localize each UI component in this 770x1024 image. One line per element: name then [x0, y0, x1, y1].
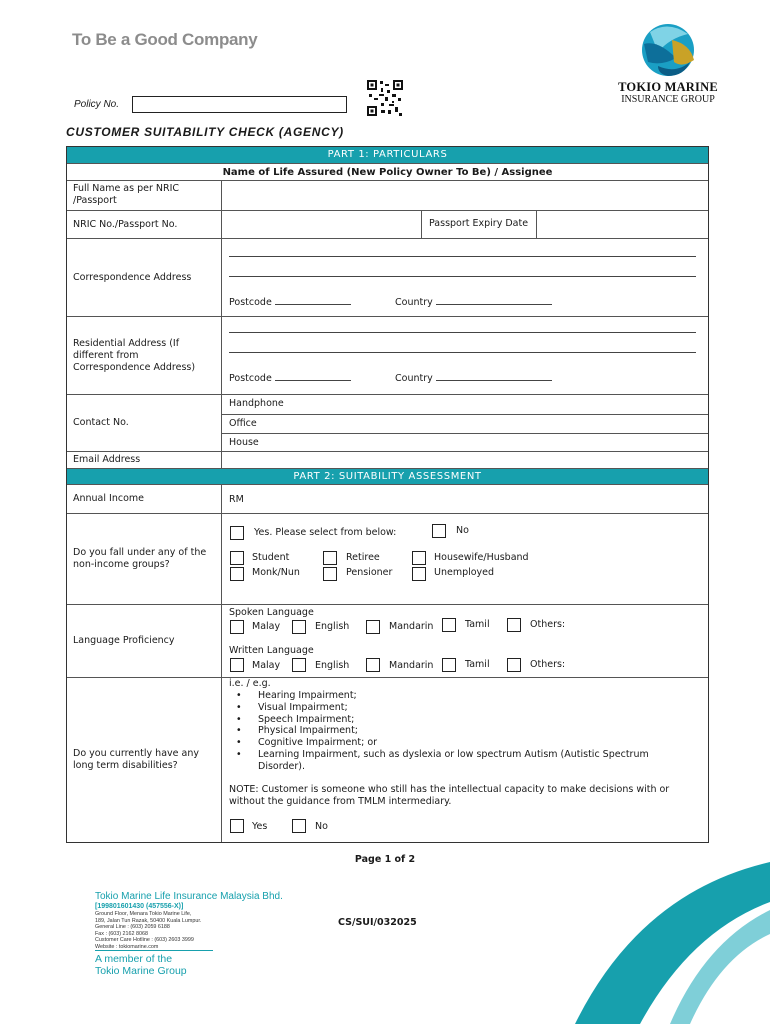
retiree-checkbox[interactable] — [323, 551, 337, 565]
postcode-blank — [275, 296, 351, 305]
country-field[interactable] — [395, 372, 552, 384]
written-malay-checkbox[interactable] — [230, 658, 244, 672]
correspondence-row — [67, 238, 708, 316]
logo-subtitle: INSURANCE GROUP — [621, 94, 715, 105]
email-label: Email Address — [67, 452, 222, 468]
disability-details — [222, 678, 708, 842]
company-reg-no: [199801601430 (457556-X)] — [95, 903, 184, 910]
income-row — [67, 484, 708, 513]
postcode-blank — [275, 372, 351, 381]
disability-label: Do you currently have any long term disabilities? — [67, 678, 222, 842]
full-name-field[interactable] — [222, 181, 708, 210]
contact-fields — [222, 395, 708, 451]
residential-field[interactable] — [222, 317, 708, 394]
policy-no-field[interactable] — [132, 96, 347, 113]
spoken-malay-label: Malay — [252, 621, 281, 632]
email-field[interactable] — [222, 452, 708, 468]
correspondence-label: Correspondence Address — [67, 239, 222, 316]
country-blank — [436, 296, 552, 305]
nric-value-cell — [222, 211, 708, 238]
written-malay-label: Malay — [252, 660, 281, 671]
written-english-checkbox[interactable] — [292, 658, 306, 672]
member-line-2: Tokio Marine Group — [95, 965, 187, 977]
correspondence-field[interactable] — [222, 239, 708, 316]
spoken-others-checkbox[interactable] — [507, 618, 521, 632]
monk-nun-checkbox[interactable] — [230, 567, 244, 581]
email-row — [67, 451, 708, 468]
income-label: Annual Income — [67, 485, 222, 513]
non-income-row — [67, 513, 708, 604]
spoken-english-label: English — [315, 621, 350, 632]
pensioner-checkbox[interactable] — [323, 567, 337, 581]
disability-list — [229, 690, 649, 773]
disability-row — [67, 677, 708, 842]
part2-header: PART 2: SUITABILITY ASSESSMENT — [67, 468, 708, 484]
non-income-no-checkbox[interactable] — [432, 524, 446, 538]
spoken-heading: Spoken Language — [229, 607, 314, 618]
income-currency: RM — [229, 494, 244, 505]
form-title: CUSTOMER SUITABILITY CHECK (AGENCY) — [66, 125, 344, 139]
pensioner-label: Pensioner — [346, 567, 393, 578]
nric-field[interactable] — [222, 211, 422, 238]
written-others-label: Others: — [530, 659, 566, 670]
address-line-1 — [229, 332, 696, 333]
spoken-tamil-checkbox[interactable] — [442, 618, 456, 632]
housewife-label: Housewife/Husband — [434, 552, 529, 563]
suitability-form — [66, 146, 709, 843]
spoken-mandarin-label: Mandarin — [389, 621, 434, 632]
list-item: • Visual Impairment; — [229, 702, 649, 714]
address-line-2 — [229, 352, 696, 353]
logo-wordmark: TOKIO MARINE — [618, 80, 718, 94]
country-field[interactable] — [395, 296, 552, 308]
nric-label: NRIC No./Passport No. — [67, 211, 222, 238]
part1-subheading: Name of Life Assured (New Policy Owner To Be) / Assignee — [67, 163, 708, 180]
passport-expiry-label: Passport Expiry Date — [422, 211, 537, 238]
spoken-english-checkbox[interactable] — [292, 620, 306, 634]
fax-line: Fax : (603) 2162 8068 — [95, 930, 149, 937]
postcode-label: Postcode — [229, 373, 272, 384]
member-line-1: A member of the — [95, 953, 173, 965]
postcode-field[interactable] — [229, 372, 351, 384]
written-others-checkbox[interactable] — [507, 658, 521, 672]
country-label: Country — [395, 373, 433, 384]
disability-yes-checkbox[interactable] — [230, 819, 244, 833]
unemployed-label: Unemployed — [434, 567, 495, 578]
document-reference: CS/SUI/032025 — [338, 917, 417, 928]
non-income-label: Do you fall under any of the non-income groups? — [67, 514, 222, 604]
list-item: • Hearing Impairment; — [229, 690, 649, 702]
language-options — [222, 605, 708, 677]
postcode-field[interactable] — [229, 296, 351, 308]
country-blank — [436, 372, 552, 381]
address-line: Ground Floor, Menara Tokio Marine Life, — [95, 911, 192, 917]
spoken-malay-checkbox[interactable] — [230, 620, 244, 634]
office-field[interactable]: Office — [222, 414, 708, 433]
address-line-1 — [229, 256, 696, 257]
written-tamil-label: Tamil — [465, 659, 490, 670]
nric-row — [67, 210, 708, 238]
passport-expiry-field[interactable] — [537, 211, 708, 238]
page-number: Page 1 of 2 — [354, 854, 416, 865]
non-income-yes-label: Yes. Please select from below: — [254, 527, 397, 538]
disability-note: NOTE: Customer is someone who still has the intellectual capacity to make decisions with or without the guidance from TMLM intermediary. — [229, 784, 670, 807]
written-english-label: English — [315, 660, 350, 671]
footer-swoosh-graphic — [490, 862, 770, 1024]
full-name-row — [67, 180, 708, 210]
monk-nun-label: Monk/Nun — [252, 567, 300, 578]
residential-row — [67, 316, 708, 394]
disability-no-checkbox[interactable] — [292, 819, 306, 833]
list-item: • Learning Impairment, such as dyslexia or low spectrum Autism (Autistic Spectrum Disorder). — [229, 749, 649, 773]
non-income-no-label: No — [456, 525, 469, 536]
footer-divider — [95, 950, 213, 951]
website-line: Website : tokiomarine.com — [95, 943, 159, 950]
spoken-mandarin-checkbox[interactable] — [366, 620, 380, 634]
disability-yes-label: Yes — [252, 821, 268, 832]
retiree-label: Retiree — [346, 552, 380, 563]
address-line-2 — [229, 276, 696, 277]
qr-code-icon — [367, 80, 403, 116]
policy-no-label: Policy No. — [74, 99, 120, 110]
list-item: • Physical Impairment; — [229, 725, 649, 737]
student-label: Student — [252, 552, 290, 563]
written-tamil-checkbox[interactable] — [442, 658, 456, 672]
student-checkbox[interactable] — [230, 551, 244, 565]
language-label: Language Proficiency — [67, 605, 222, 677]
written-heading: Written Language — [229, 645, 314, 656]
non-income-options — [222, 514, 708, 604]
residential-label: Residential Address (If different from Correspondence Address) — [67, 317, 222, 394]
list-item: • Cognitive Impairment; or — [229, 737, 649, 749]
country-label: Country — [395, 297, 433, 308]
spoken-others-label: Others: — [530, 619, 566, 630]
list-item: • Speech Impairment; — [229, 714, 649, 726]
written-mandarin-label: Mandarin — [389, 660, 434, 671]
postcode-label: Postcode — [229, 297, 272, 308]
housewife-checkbox[interactable] — [412, 551, 426, 565]
part1-header: PART 1: PARTICULARS — [67, 147, 708, 163]
hotline-line: Customer Care Hotline : (603) 2603 3999 — [95, 937, 194, 943]
handphone-field[interactable]: Handphone — [229, 398, 284, 409]
company-name: Tokio Marine Life Insurance Malaysia Bhd. — [95, 891, 283, 902]
income-field[interactable] — [222, 485, 708, 513]
house-field[interactable]: House — [222, 433, 708, 452]
contact-row — [67, 394, 708, 451]
disability-intro: i.e. / e.g. — [229, 678, 271, 689]
full-name-label: Full Name as per NRIC /Passport — [67, 181, 222, 210]
non-income-yes-checkbox[interactable] — [230, 526, 244, 540]
address-line: 189, Jalan Tun Razak, 50400 Kuala Lumpur. — [95, 917, 202, 924]
contact-label: Contact No. — [67, 395, 222, 451]
disability-no-label: No — [315, 821, 328, 832]
language-row — [67, 604, 708, 677]
tagline: To Be a Good Company — [72, 30, 258, 49]
written-mandarin-checkbox[interactable] — [366, 658, 380, 672]
phone-line: General Line : (603) 2059 6188 — [95, 924, 170, 930]
unemployed-checkbox[interactable] — [412, 567, 426, 581]
spoken-tamil-label: Tamil — [465, 619, 490, 630]
